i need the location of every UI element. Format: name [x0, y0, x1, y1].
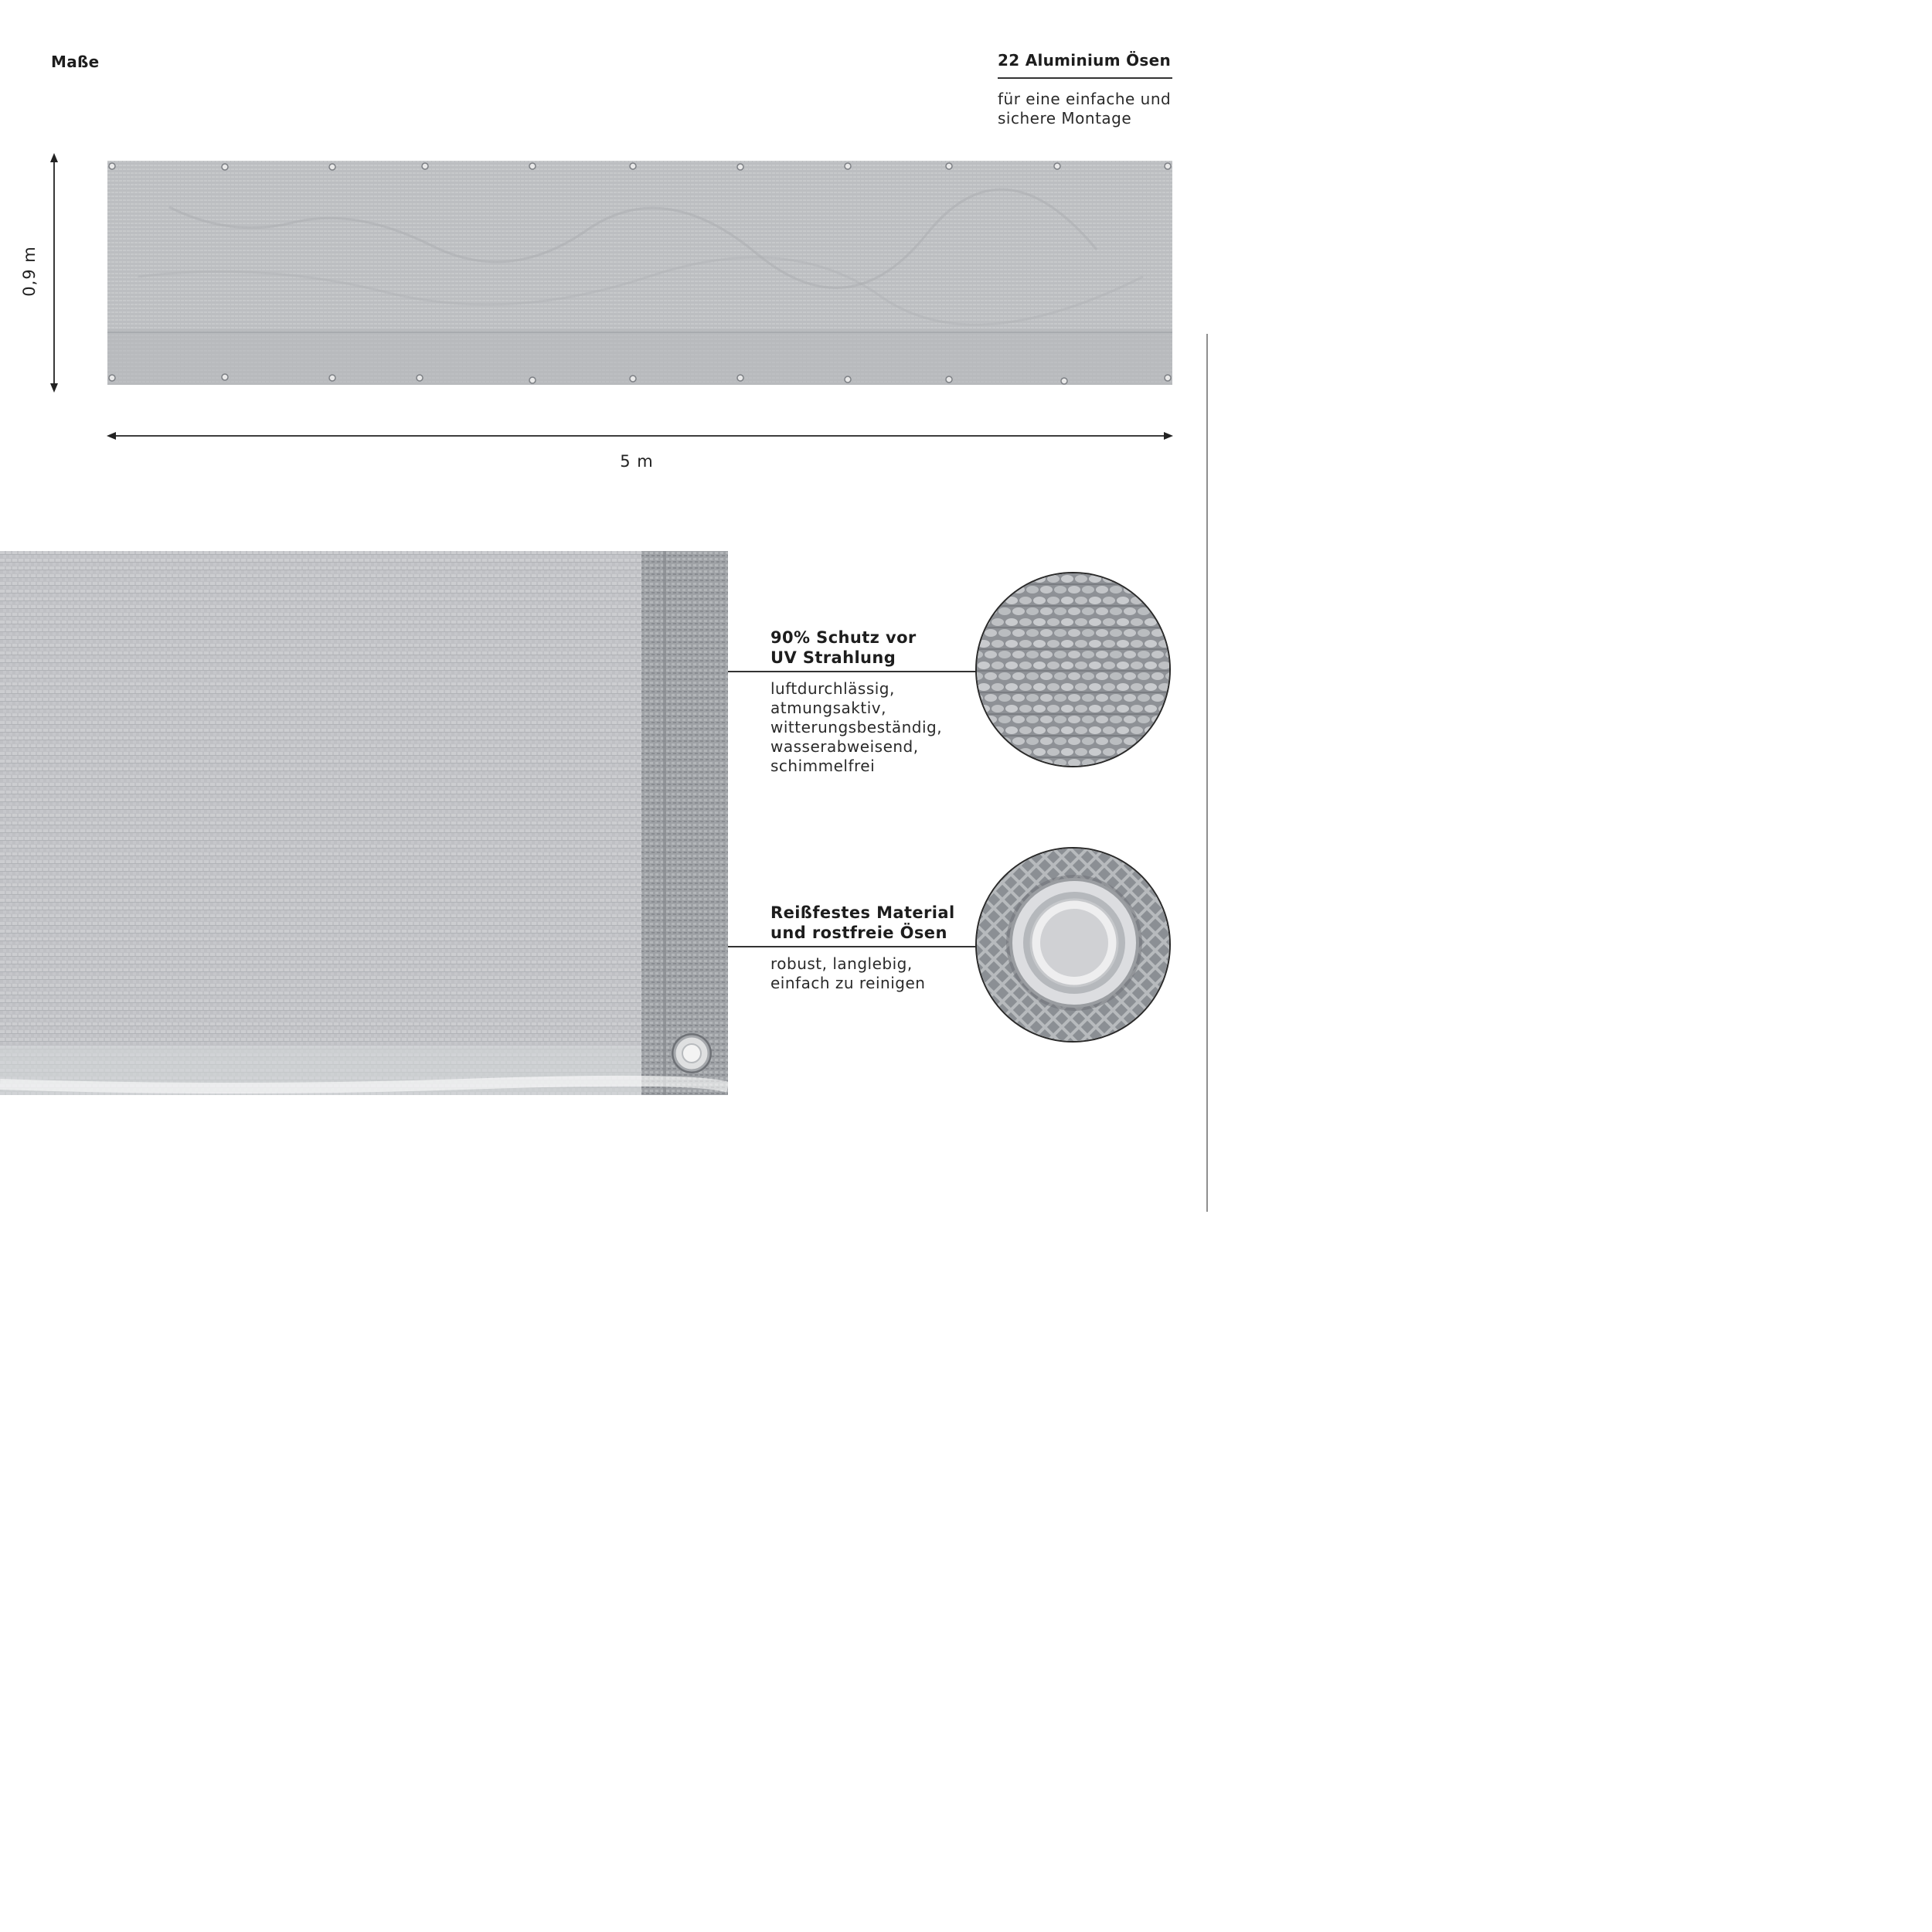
fabric-closeup	[0, 551, 728, 1095]
grommet-macro-circle	[975, 847, 1171, 1043]
feature-uv-title-line1: 90% Schutz vor	[770, 628, 917, 647]
grommets-info	[998, 51, 1183, 128]
width-label: 5 m	[620, 452, 654, 471]
feature-uv-divider	[728, 671, 977, 672]
feature-uv-line: wasserabweisend,	[770, 737, 919, 756]
grommets-description-line2: sichere Montage	[998, 108, 1132, 128]
grommets-description-line1: für eine einfache und	[998, 89, 1172, 108]
feature-material-description	[770, 954, 925, 993]
feature-uv-title-line2: UV Strahlung	[770, 648, 896, 667]
feature-material-line: einfach zu reinigen	[770, 974, 926, 992]
height-dimension-arrow	[43, 151, 66, 394]
feature-uv-line: witterungsbeständig,	[770, 718, 943, 736]
edge-line	[1206, 334, 1208, 1212]
dimensions-heading: Maße	[51, 53, 100, 71]
feature-material-divider	[728, 946, 977, 947]
screen-full-view	[107, 161, 1172, 385]
feature-uv-line: luftdurchlässig,	[770, 679, 895, 698]
feature-uv-description	[770, 679, 942, 776]
feature-material	[770, 903, 955, 943]
height-label: 0,9 m	[20, 246, 39, 297]
feature-uv-line: atmungsaktiv,	[770, 699, 886, 717]
feature-uv-line: schimmelfrei	[770, 757, 876, 775]
fabric-macro-circle	[975, 572, 1171, 767]
feature-material-title-line1: Reißfestes Material	[770, 903, 955, 922]
feature-material-line: robust, langlebig,	[770, 954, 913, 973]
grommets-title: 22 Aluminium Ösen	[998, 51, 1172, 70]
grommets-divider	[998, 77, 1172, 79]
width-dimension-arrow	[105, 427, 1175, 445]
feature-material-title-line2: und rostfreie Ösen	[770, 923, 947, 942]
feature-uv	[770, 628, 917, 668]
